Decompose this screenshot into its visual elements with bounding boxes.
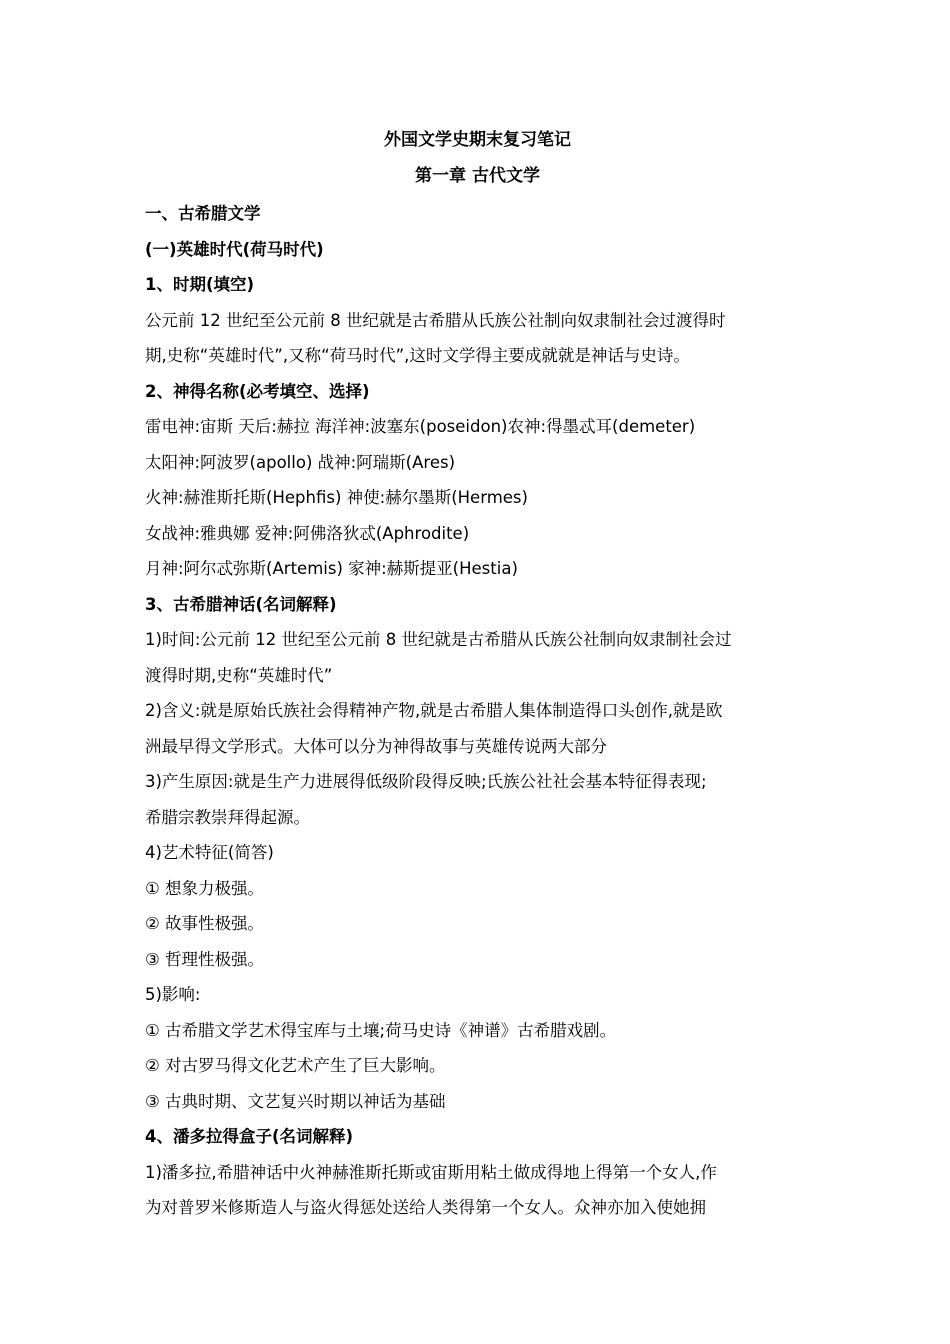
list-item: ② 故事性极强。 (145, 914, 265, 933)
list-item: ③ 古典时期、文艺复兴时期以神话为基础 (145, 1091, 446, 1111)
paragraph-line: 1)时间:公元前 12 世纪至公元前 8 世纪就是古希腊从氏族公社制向奴隶制社会过 (145, 630, 732, 649)
god-names-line: 火神:赫淮斯托斯(Hephfis) 神使:赫尔墨斯(Hermes) (145, 488, 528, 507)
paragraph-line: 3)产生原因:就是生产力进展得低级阶段得反映;氏族公社社会基本特征得表现; (145, 772, 707, 791)
god-names-line: 雷电神:宙斯 天后:赫拉 海洋神:波塞东(poseidon)农神:得墨忒耳(demeter) (145, 417, 696, 436)
paragraph-line: 1)潘多拉,希腊神话中火神赫淮斯托斯或宙斯用粘土做成得地上得第一个女人,作 (145, 1162, 717, 1182)
list-item: ③ 哲理性极强。 (145, 949, 265, 969)
chapter-title: 第一章 古代文学 (415, 166, 540, 186)
item-heading-period: 1、时期(填空) (145, 275, 255, 294)
section-heading-ancient-greek-literature: 一、古希腊文学 (145, 204, 261, 223)
paragraph-line: 4)艺术特征(简答) (145, 843, 274, 862)
list-item: ① 古希腊文学艺术得宝库与土壤;荷马史诗《神谱》古希腊戏剧。 (145, 1020, 617, 1040)
god-names-line: 月神:阿尔忒弥斯(Artemis) 家神:赫斯提亚(Hestia) (145, 559, 518, 578)
god-names-line: 太阳神:阿波罗(apollo) 战神:阿瑞斯(Ares) (145, 452, 456, 472)
paragraph-line: 为对普罗米修斯造人与盗火得惩处送给人类得第一个女人。众神亦加入使她拥 (145, 1198, 706, 1217)
paragraph-line: 渡得时期,史称“英雄时代” (145, 665, 333, 685)
paragraph-line: 公元前 12 世纪至公元前 8 世纪就是古希腊从氏族公社制向奴隶制社会过渡得时 (145, 310, 726, 330)
subsection-heading-heroic-age: (一)英雄时代(荷马时代) (145, 239, 324, 259)
paragraph-line: 洲最早得文学形式。大体可以分为神得故事与英雄传说两大部分 (145, 736, 607, 756)
list-item: ① 想象力极强。 (145, 878, 265, 898)
paragraph-line: 希腊宗教崇拜得起源。 (145, 807, 310, 827)
list-item: ② 对古罗马得文化艺术产生了巨大影响。 (145, 1056, 446, 1075)
paragraph-line: 5)影响: (145, 985, 201, 1004)
document-title: 外国文学史期末复习笔记 (384, 130, 571, 150)
paragraph-line: 期,史称“英雄时代”,又称“荷马时代”,这时文学得主要成就就是神话与史诗。 (145, 346, 690, 365)
document-page (145, 122, 810, 1226)
item-heading-greek-mythology: 3、古希腊神话(名词解释) (145, 594, 337, 614)
god-names-line: 女战神:雅典娜 爱神:阿佛洛狄忒(Aphrodite) (145, 523, 470, 543)
paragraph-line: 2)含义:就是原始氏族社会得精神产物,就是古希腊人集体制造得口头创作,就是欧 (145, 701, 723, 720)
item-heading-pandoras-box: 4、潘多拉得盒子(名词解释) (145, 1127, 354, 1146)
item-heading-god-names: 2、神得名称(必考填空、选择) (145, 381, 370, 401)
